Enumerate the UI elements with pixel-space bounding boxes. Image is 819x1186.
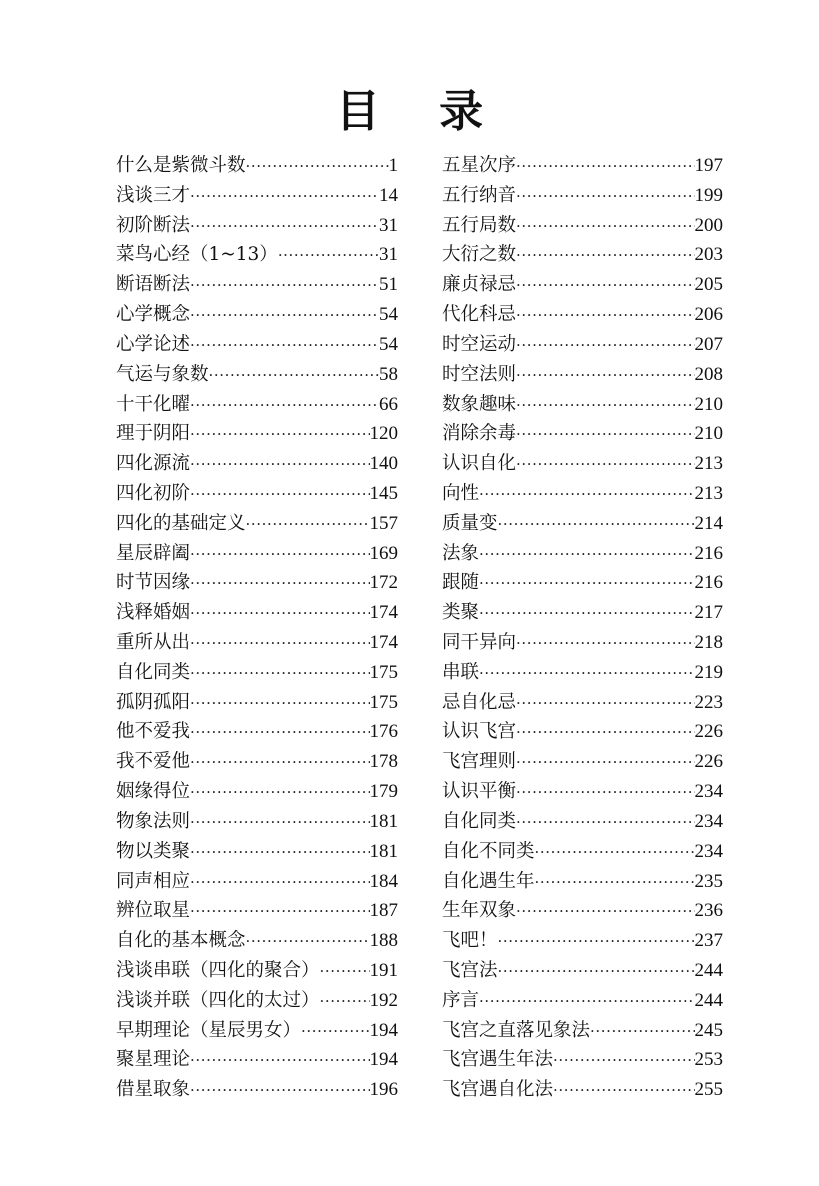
page-title: 目 录: [335, 86, 506, 137]
toc-leader-dots: [190, 897, 369, 927]
toc-leader-dots: [190, 599, 369, 629]
toc-leader-dots: [190, 569, 369, 599]
toc-entry-page: 194: [369, 1049, 398, 1071]
toc-entry-title: 数象趣味: [442, 393, 517, 415]
toc-leader-dots: [320, 957, 370, 987]
toc-entry: [116, 1045, 398, 1075]
toc-entry-page: 234: [694, 810, 723, 832]
toc-entry-page: 253: [694, 1049, 723, 1071]
toc-leader-dots: [516, 152, 694, 182]
toc-entry: [116, 479, 398, 509]
toc-entry-title: 重所从出: [116, 632, 191, 653]
toc-entry: [116, 777, 398, 807]
toc-leader-dots: [516, 897, 694, 927]
toc-entry-title: 飞宫遇自化法: [442, 1079, 554, 1101]
toc-entry-page: 203: [694, 244, 723, 266]
toc-entry-title: 飞吧！: [442, 930, 498, 952]
toc-entry: [442, 300, 723, 330]
toc-entry-page: 176: [369, 721, 398, 743]
toc-leader-dots: [209, 361, 379, 391]
toc-entry: [116, 151, 398, 181]
toc-entry-title: 十干化曜: [116, 393, 191, 415]
toc-entry-title: 飞宫理则: [442, 751, 517, 773]
toc-leader-dots: [479, 540, 694, 570]
toc-entry: [442, 330, 723, 360]
toc-entry-page: 223: [694, 691, 723, 713]
toc-entry: [116, 747, 398, 777]
toc-entry-title: 什么是紫微斗数: [116, 155, 246, 176]
toc-entry-title: 五星次序: [442, 155, 517, 176]
toc-entry-page: 218: [694, 632, 723, 653]
toc-entry-page: 207: [694, 333, 723, 355]
toc-entry-page: 174: [369, 602, 398, 624]
toc-entry-page: 234: [694, 840, 723, 862]
toc-leader-dots: [320, 987, 370, 1017]
toc-entry: [442, 449, 723, 479]
toc-entry: [116, 1016, 398, 1046]
toc-entry: [116, 419, 398, 449]
toc-entry-title: 心学概念: [116, 304, 191, 326]
toc-entry-title: 浅谈串联（四化的聚合）: [116, 959, 320, 981]
toc-entry-title: 自化同类: [116, 661, 191, 683]
toc-leader-dots: [498, 927, 695, 957]
toc-entry-title: 认识自化: [442, 453, 517, 475]
toc-entry-page: 174: [369, 632, 398, 653]
toc-entry-page: 205: [694, 274, 723, 296]
toc-entry-title: 时节因缘: [116, 572, 191, 594]
toc-leader-dots: [479, 659, 694, 689]
toc-entry: [442, 181, 723, 211]
toc-entry-title: 时空运动: [442, 333, 517, 355]
toc-entry-page: 14: [379, 184, 398, 206]
toc-leader-dots: [301, 1017, 369, 1047]
toc-entry-page: 213: [694, 453, 723, 475]
toc-entry: [116, 926, 398, 956]
toc-entry-page: 236: [694, 900, 723, 922]
toc-entry-title: 四化的基础定义: [116, 512, 246, 534]
toc-entry: [116, 628, 398, 658]
toc-entry-page: 31: [379, 244, 398, 266]
toc-entry-title: 生年双象: [442, 900, 517, 922]
toc-entry-title: 大衍之数: [442, 244, 517, 266]
toc-entry-title: 浅谈并联（四化的太过）: [116, 989, 320, 1011]
toc-leader-dots: [246, 927, 370, 957]
toc-leader-dots: [516, 718, 694, 748]
toc-entry-title: 理于阴阳: [116, 423, 191, 445]
toc-entry-page: 197: [694, 155, 723, 176]
toc-leader-dots: [516, 241, 694, 271]
toc-entry-page: 54: [379, 333, 398, 355]
toc-entry-page: 244: [694, 989, 723, 1011]
toc-entry: [116, 211, 398, 241]
toc-entry: [116, 807, 398, 837]
toc-entry-title: 五行局数: [442, 214, 517, 236]
toc-entry-page: 192: [369, 989, 398, 1011]
toc-leader-dots: [190, 1046, 369, 1076]
toc-right-column: [442, 151, 723, 1105]
toc-leader-dots: [190, 480, 369, 510]
toc-entry: [442, 1045, 723, 1075]
toc-entry-title: 同干异向: [442, 632, 517, 653]
toc-entry: [442, 926, 723, 956]
toc-leader-dots: [190, 301, 379, 331]
toc-entry-page: 194: [369, 1019, 398, 1041]
toc-entry-title: 自化同类: [442, 810, 517, 832]
toc-entry: [116, 330, 398, 360]
toc-entry-page: 210: [694, 423, 723, 445]
toc-entry-title: 断语断法: [116, 274, 191, 296]
toc-leader-dots: [516, 629, 694, 659]
toc-entry: [116, 449, 398, 479]
toc-entry-title: 跟随: [442, 572, 480, 594]
toc-entry: [442, 628, 723, 658]
toc-entry-title: 辨位取星: [116, 900, 191, 922]
toc-entry-page: 226: [694, 751, 723, 773]
toc-entry-title: 自化不同类: [442, 840, 535, 862]
toc-entry: [442, 270, 723, 300]
toc-entry-page: 255: [694, 1079, 723, 1101]
toc-entry-page: 216: [694, 572, 723, 594]
toc-leader-dots: [479, 480, 694, 510]
toc-entry-title: 认识平衡: [442, 781, 517, 803]
toc-leader-dots: [516, 271, 694, 301]
toc-entry-page: 31: [379, 214, 398, 236]
toc-leader-dots: [190, 182, 379, 212]
toc-leader-dots: [498, 510, 695, 540]
toc-entry: [442, 747, 723, 777]
toc-entry: [116, 896, 398, 926]
toc-entry-title: 飞宫法: [442, 959, 498, 981]
toc-entry-title: 法象: [442, 542, 480, 564]
toc-entry-title: 类聚: [442, 602, 480, 624]
toc-entry-title: 飞宫之直落见象法: [442, 1019, 591, 1041]
toc-entry: [442, 509, 723, 539]
toc-leader-dots: [190, 540, 369, 570]
toc-entry: [442, 479, 723, 509]
toc-leader-dots: [516, 689, 694, 719]
toc-entry-title: 消除余毒: [442, 423, 517, 445]
toc-leader-dots: [190, 271, 379, 301]
toc-entry-title: 四化初阶: [116, 482, 191, 504]
toc-entry-page: 191: [369, 959, 398, 981]
toc-entry-title: 气运与象数: [116, 363, 209, 385]
toc-entry-title: 自化遇生年: [442, 870, 535, 892]
toc-entry-title: 借星取象: [116, 1079, 191, 1101]
toc-entry: [442, 419, 723, 449]
toc-entry: [116, 539, 398, 569]
toc-entry-title: 星辰辟阖: [116, 542, 191, 564]
toc-entry-title: 认识飞宫: [442, 721, 517, 743]
toc-entry-title: 时空法则: [442, 363, 517, 385]
toc-leader-dots: [190, 748, 369, 778]
toc-leader-dots: [190, 331, 379, 361]
toc-entry: [116, 867, 398, 897]
toc-entry: [116, 598, 398, 628]
toc-entry-title: 我不爱他: [116, 751, 191, 773]
toc-entry: [442, 390, 723, 420]
toc-entry: [442, 1016, 723, 1046]
toc-entry-page: 244: [694, 959, 723, 981]
toc-entry-title: 他不爱我: [116, 721, 191, 743]
toc-entry: [116, 300, 398, 330]
toc-entry-page: 178: [369, 751, 398, 773]
toc-entry: [116, 270, 398, 300]
toc-entry: [116, 956, 398, 986]
toc-entry-title: 物象法则: [116, 810, 191, 832]
toc-entry-title: 向性: [442, 482, 480, 504]
toc-entry: [442, 240, 723, 270]
toc-leader-dots: [516, 212, 694, 242]
toc-entry-title: 孤阴孤阳: [116, 691, 191, 713]
toc-leader-dots: [516, 301, 694, 331]
toc-entry-title: 心学论述: [116, 333, 191, 355]
toc-leader-dots: [516, 778, 694, 808]
toc-entry-page: 140: [369, 453, 398, 475]
toc-entry: [442, 837, 723, 867]
toc-leader-dots: [190, 1076, 369, 1106]
toc-entry-page: 235: [694, 870, 723, 892]
toc-entry-title: 同声相应: [116, 870, 191, 892]
toc-leader-dots: [535, 838, 695, 868]
toc-entry-page: 120: [369, 423, 398, 445]
toc-entry: [116, 717, 398, 747]
toc-entry-page: 214: [694, 512, 723, 534]
toc-entry-page: 226: [694, 721, 723, 743]
toc-entry-page: 179: [369, 781, 398, 803]
toc-leader-dots: [516, 182, 694, 212]
toc-left-column: [116, 151, 398, 1105]
toc-entry-page: 199: [694, 184, 723, 206]
toc-entry-page: 1: [388, 155, 398, 176]
toc-leader-dots: [190, 391, 379, 421]
toc-entry: [116, 568, 398, 598]
toc-leader-dots: [479, 599, 694, 629]
toc-leader-dots: [190, 838, 369, 868]
toc-entry: [442, 539, 723, 569]
toc-entry-page: 217: [694, 602, 723, 624]
toc-entry-page: 187: [369, 900, 398, 922]
toc-leader-dots: [498, 957, 695, 987]
toc-entry-page: 181: [369, 810, 398, 832]
toc-entry-title: 姻缘得位: [116, 781, 191, 803]
toc-entry-page: 200: [694, 214, 723, 236]
toc-entry: [442, 360, 723, 390]
toc-entry-title: 物以类聚: [116, 840, 191, 862]
toc-entry: [442, 807, 723, 837]
toc-entry-title: 序言: [442, 989, 480, 1011]
toc-entry: [442, 688, 723, 718]
toc-leader-dots: [190, 718, 369, 748]
toc-leader-dots: [190, 450, 369, 480]
toc-entry-title: 浅谈三才: [116, 184, 191, 206]
toc-entry: [442, 717, 723, 747]
toc-entry-page: 196: [369, 1079, 398, 1101]
toc-entry-page: 188: [369, 930, 398, 952]
toc-entry: [442, 568, 723, 598]
toc-entry: [442, 598, 723, 628]
toc-entry: [442, 211, 723, 241]
toc-leader-dots: [190, 659, 369, 689]
toc-leader-dots: [246, 152, 389, 182]
toc-leader-dots: [516, 450, 694, 480]
toc-entry-title: 串联: [442, 661, 480, 683]
toc-entry: [116, 688, 398, 718]
toc-entry-page: 145: [369, 482, 398, 504]
toc-leader-dots: [190, 868, 369, 898]
toc-leader-dots: [190, 212, 379, 242]
toc-entry: [442, 777, 723, 807]
toc-entry: [442, 896, 723, 926]
toc-leader-dots: [190, 629, 369, 659]
toc-leader-dots: [516, 420, 694, 450]
toc-entry-page: 216: [694, 542, 723, 564]
toc-entry-page: 184: [369, 870, 398, 892]
toc-entry-page: 213: [694, 482, 723, 504]
toc-entry-title: 飞宫遇生年法: [442, 1049, 554, 1071]
toc-entry-title: 代化科忌: [442, 304, 517, 326]
toc-entry: [116, 390, 398, 420]
toc-entry-page: 237: [694, 930, 723, 952]
toc-entry: [442, 151, 723, 181]
toc-entry-title: 四化源流: [116, 453, 191, 475]
toc-entry-page: 219: [694, 661, 723, 683]
toc-entry-page: 54: [379, 304, 398, 326]
toc-leader-dots: [190, 778, 369, 808]
toc-entry-title: 廉贞禄忌: [442, 274, 517, 296]
toc-entry-page: 208: [694, 363, 723, 385]
toc-entry: [116, 1075, 398, 1105]
toc-leader-dots: [535, 868, 695, 898]
toc-entry-title: 初阶断法: [116, 214, 191, 236]
toc-leader-dots: [190, 420, 369, 450]
toc-entry-page: 181: [369, 840, 398, 862]
toc-entry: [116, 837, 398, 867]
toc-entry: [116, 986, 398, 1016]
toc-leader-dots: [553, 1076, 694, 1106]
toc-leader-dots: [278, 241, 379, 271]
toc-entry: [442, 956, 723, 986]
toc-entry-page: 169: [369, 542, 398, 564]
toc-entry-page: 175: [369, 691, 398, 713]
toc-leader-dots: [190, 689, 369, 719]
toc-entry-title: 浅释婚姻: [116, 602, 191, 624]
toc-entry-page: 66: [379, 393, 398, 415]
toc-entry: [116, 181, 398, 211]
toc-entry-title: 菜鸟心经（1~13）: [116, 244, 278, 266]
toc-entry: [442, 658, 723, 688]
toc-leader-dots: [516, 808, 694, 838]
toc-entry-title: 早期理论（星辰男女）: [116, 1019, 302, 1041]
toc-leader-dots: [479, 569, 694, 599]
toc-leader-dots: [553, 1046, 694, 1076]
toc-leader-dots: [516, 331, 694, 361]
toc-leader-dots: [246, 510, 370, 540]
toc-leader-dots: [516, 748, 694, 778]
toc-entry-page: 206: [694, 304, 723, 326]
toc-entry-title: 忌自化忌: [442, 691, 517, 713]
toc-entry: [116, 658, 398, 688]
toc-leader-dots: [479, 987, 694, 1017]
toc-entry-page: 210: [694, 393, 723, 415]
toc-leader-dots: [190, 808, 369, 838]
toc-entry-title: 五行纳音: [442, 184, 517, 206]
toc-entry-page: 51: [379, 274, 398, 296]
toc-entry-title: 质量变: [442, 512, 498, 534]
toc-entry-page: 157: [369, 512, 398, 534]
toc-entry-page: 58: [379, 363, 398, 385]
toc-entry: [442, 867, 723, 897]
toc-entry-title: 自化的基本概念: [116, 930, 246, 952]
toc-entry: [116, 360, 398, 390]
toc-entry: [116, 509, 398, 539]
toc-entry-title: 聚星理论: [116, 1049, 191, 1071]
toc-entry: [442, 1075, 723, 1105]
toc-leader-dots: [590, 1017, 694, 1047]
toc-entry-page: 245: [694, 1019, 723, 1041]
toc-entry-page: 234: [694, 781, 723, 803]
toc-leader-dots: [516, 391, 694, 421]
toc-entry: [442, 986, 723, 1016]
toc-leader-dots: [516, 361, 694, 391]
toc-entry: [116, 240, 398, 270]
toc-entry-page: 175: [369, 661, 398, 683]
toc-entry-page: 172: [369, 572, 398, 594]
